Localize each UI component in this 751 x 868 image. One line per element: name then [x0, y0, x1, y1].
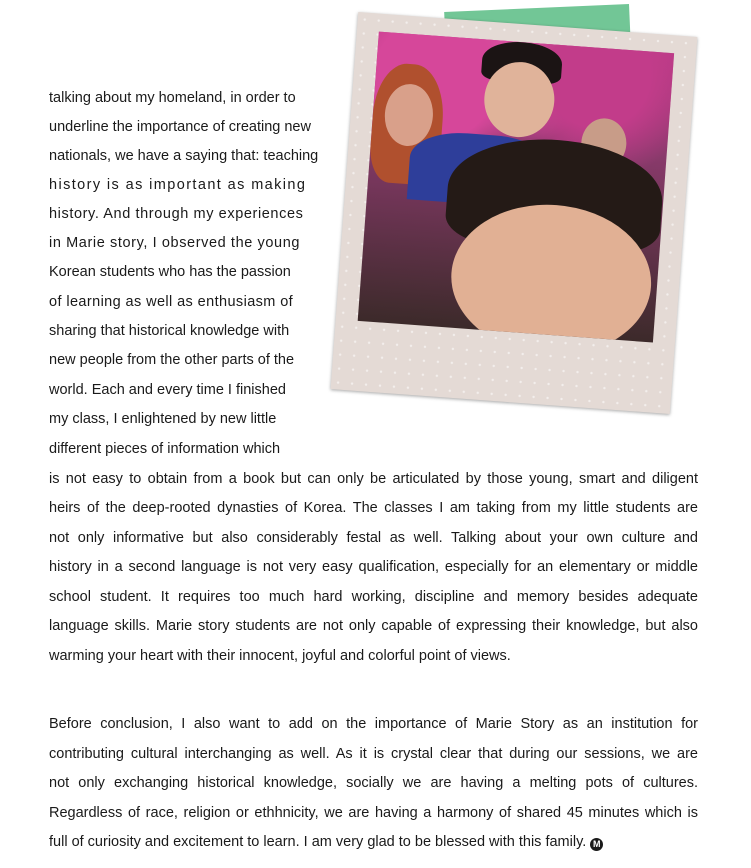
text-line: nationals, we have a saying that: teaching [49, 148, 319, 164]
text-line: history. And through my experiences [49, 206, 304, 222]
text-line: different pieces of information which [49, 441, 281, 457]
text-line: not only exchanging historical knowledge, socially we are having a melting pots of cultures. [49, 775, 698, 791]
text-line: contributing cultural interchanging as well. As it is crystal clear that during our sessions, we are [49, 746, 698, 762]
text-line: Regardless of race, religion or ethhnicity, we are having a harmony of shared 45 minutes which is [49, 805, 698, 821]
text-line: talking about my homeland, in order to [49, 90, 296, 106]
text-line: is not easy to obtain from a book but can only be articulated by those young, smart and diligent [49, 471, 698, 487]
text-line: sharing that historical knowledge with [49, 323, 290, 339]
text-line: school student. It requires too much hard working, discipline and memory besides adequate [49, 589, 698, 605]
text-line: Korean students who has the passion [49, 264, 291, 280]
text-line: history in a second language is not very easy qualification, especially for an elementary or middle [49, 559, 698, 575]
text-line: history is as important as making [49, 177, 307, 193]
text-line: my class, I enlightened by new little [49, 411, 277, 427]
text-line: Before conclusion, I also want to add on the importance of Marie Story as an institution for [49, 716, 698, 732]
text-line: language skills. Marie story students are not only capable of expressing their knowledge, but also [49, 618, 698, 634]
text-line: of learning as well as enthusiasm of [49, 294, 294, 310]
text-line: new people from the other parts of the [49, 352, 295, 368]
text-line: world. Each and every time I finished [49, 382, 286, 398]
end-mark-icon: M [590, 838, 603, 851]
text-line: in Marie story, I observed the young [49, 235, 301, 251]
text-line: not only informative but also considerably festal as well. Talking about your own culture and [49, 530, 698, 546]
text-line: full of curiosity and excitement to learn. I am very glad to be blessed with this family. [49, 834, 587, 850]
text-line-final [49, 832, 603, 852]
text-line: underline the importance of creating new [49, 119, 311, 135]
polaroid-photo-frame [331, 12, 698, 414]
text-line: heirs of the deep-rooted dynasties of Korea. The classes I am taking from my little students are [49, 500, 698, 516]
group-selfie-photo [358, 32, 674, 343]
text-line: warming your heart with their innocent, joyful and colorful point of views. [49, 648, 511, 664]
